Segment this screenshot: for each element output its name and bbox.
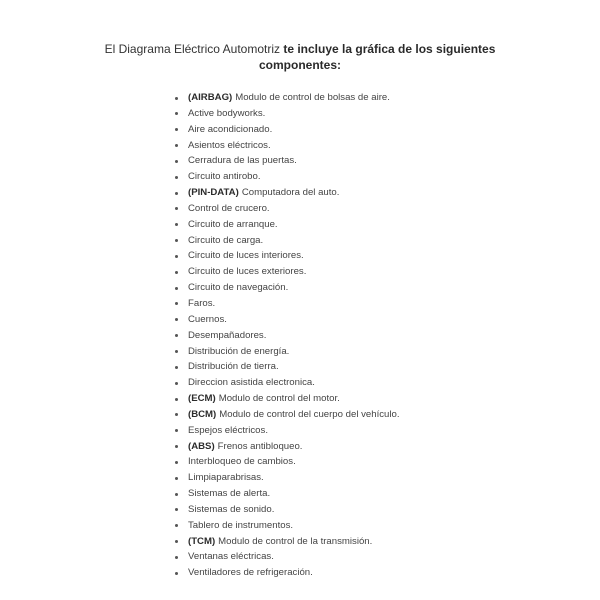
list-item <box>172 534 572 550</box>
list-item <box>172 153 572 169</box>
bullet-icon <box>175 445 178 448</box>
list-item <box>172 470 572 486</box>
list-item <box>172 185 572 201</box>
item-text: Modulo de control del motor. <box>218 393 340 405</box>
bullet-icon <box>175 413 178 416</box>
list-item <box>172 486 572 502</box>
list-item <box>172 454 572 470</box>
intro-prefix: El Diagrama Eléctrico Automotriz <box>104 42 284 56</box>
list-item <box>172 359 572 375</box>
list-item <box>172 423 572 439</box>
item-text: Ventanas eléctricas. <box>188 551 274 563</box>
bullet-icon <box>175 128 178 131</box>
list-item <box>172 296 572 312</box>
item-abbreviation: (ABS) <box>188 440 215 452</box>
item-text: Tablero de instrumentos. <box>188 519 294 531</box>
item-text: Modulo de control de bolsas de aire. <box>235 92 390 103</box>
item-text: Circuito de navegación. <box>188 282 289 294</box>
item-text: Circuito de luces exteriores. <box>188 266 307 278</box>
list-item <box>172 328 572 344</box>
item-text: Sistemas de sonido. <box>188 503 275 515</box>
list-item <box>172 407 572 423</box>
item-text: Frenos antibloqueo. <box>217 440 303 452</box>
item-abbreviation: (PIN-DATA) <box>188 187 239 199</box>
list-item <box>172 549 572 565</box>
item-text: Circuito antirobo. <box>188 171 261 183</box>
list-item <box>172 122 572 138</box>
item-text: Faros. <box>188 297 216 309</box>
item-abbreviation: (ECM) <box>188 393 216 405</box>
item-text: Modulo de control de la transmisión. <box>218 535 373 547</box>
item-text: Computadora del auto. <box>241 187 340 199</box>
component-list <box>172 90 572 581</box>
bullet-icon <box>175 572 178 575</box>
list-item <box>172 248 572 264</box>
item-text: Asientos eléctricos. <box>188 139 271 151</box>
bullet-icon <box>175 540 178 543</box>
item-text: Aire acondicionado. <box>188 123 273 135</box>
item-text: Ventiladores de refrigeración. <box>188 567 313 579</box>
bullet-icon <box>175 287 178 290</box>
item-abbreviation: (BCM) <box>188 408 217 420</box>
item-text: Distribución de tierra. <box>188 361 279 373</box>
item-text: Desempañadores. <box>188 329 267 341</box>
list-item <box>172 502 572 518</box>
bullet-icon <box>175 350 178 353</box>
list-item <box>172 344 572 360</box>
bullet-icon <box>175 334 178 337</box>
bullet-icon <box>175 382 178 385</box>
item-text: Sistemas de alerta. <box>188 488 271 500</box>
list-item <box>172 217 572 233</box>
bullet-icon <box>175 461 178 464</box>
bullet-icon <box>175 366 178 369</box>
item-text: Modulo de control del cuerpo del vehículo. <box>219 408 400 420</box>
list-item <box>172 565 572 581</box>
intro-bold-line-2: componentes: <box>258 58 341 72</box>
item-text: Active bodyworks. <box>188 107 266 119</box>
item-text: Cuernos. <box>188 313 227 325</box>
bullet-icon <box>175 239 178 242</box>
list-item <box>172 90 572 106</box>
bullet-icon <box>175 192 178 195</box>
bullet-icon <box>175 429 178 432</box>
item-text: Distribución de energía. <box>188 345 290 357</box>
item-text: Circuito de luces interiores. <box>188 250 304 262</box>
item-text: Espejos eléctricos. <box>188 424 268 436</box>
item-text: Circuito de arranque. <box>188 218 278 230</box>
bullet-icon <box>175 207 178 210</box>
bullet-icon <box>175 97 178 100</box>
list-item <box>172 439 572 455</box>
bullet-icon <box>175 524 178 527</box>
bullet-icon <box>175 271 178 274</box>
list-item <box>172 280 572 296</box>
list-item <box>172 106 572 122</box>
bullet-icon <box>175 255 178 258</box>
bullet-icon <box>175 477 178 480</box>
intro-bold-line-1: te incluye la gráfica de los siguientes <box>283 42 496 56</box>
intro-paragraph <box>60 41 540 73</box>
bullet-icon <box>175 318 178 321</box>
item-text: Direccion asistida electronica. <box>188 377 315 389</box>
bullet-icon <box>175 112 178 115</box>
list-item <box>172 233 572 249</box>
bullet-icon <box>175 556 178 559</box>
list-item <box>172 375 572 391</box>
item-text: Limpiaparabrisas. <box>188 472 264 484</box>
bullet-icon <box>175 493 178 496</box>
list-item <box>172 391 572 407</box>
list-item <box>172 264 572 280</box>
item-text: Cerradura de las puertas. <box>188 155 297 167</box>
item-text: Circuito de carga. <box>188 234 264 246</box>
bullet-icon <box>175 508 178 511</box>
list-item <box>172 169 572 185</box>
list-item <box>172 312 572 328</box>
item-abbreviation: (TCM) <box>188 535 216 547</box>
item-text: Control de crucero. <box>188 202 270 214</box>
bullet-icon <box>175 398 178 401</box>
bullet-icon <box>175 176 178 179</box>
bullet-icon <box>175 144 178 147</box>
list-item <box>172 518 572 534</box>
list-item <box>172 201 572 217</box>
item-text: Interbloqueo de cambios. <box>188 456 296 468</box>
list-item <box>172 138 572 154</box>
bullet-icon <box>175 302 178 305</box>
item-abbreviation: (AIRBAG) <box>188 92 233 103</box>
bullet-icon <box>175 223 178 226</box>
bullet-icon <box>175 160 178 163</box>
